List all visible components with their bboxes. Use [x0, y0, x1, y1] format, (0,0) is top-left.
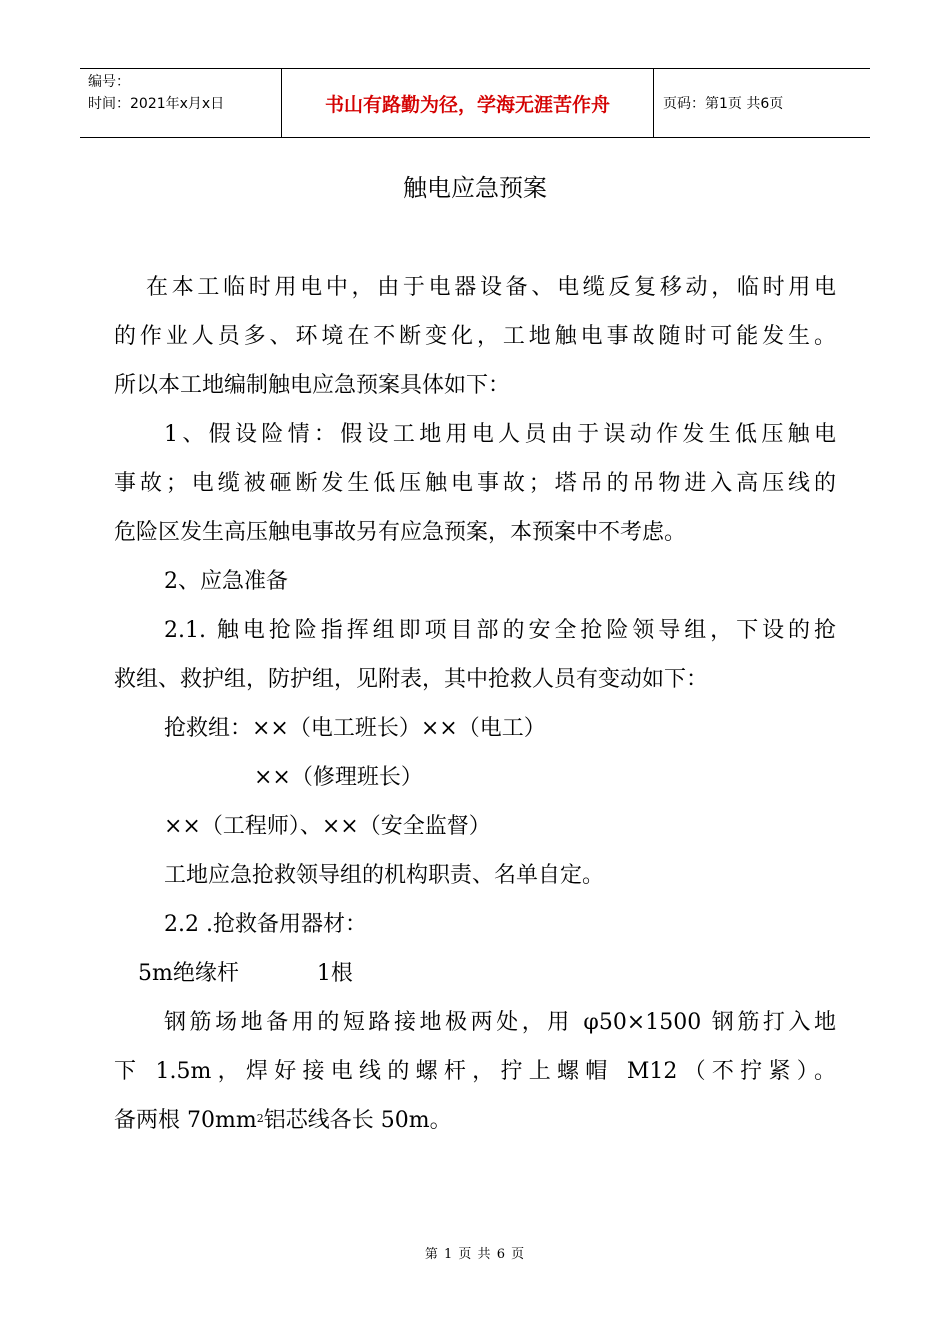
material-qty: 1根 [316, 961, 353, 986]
rescue-team-line: 抢救组：××（电工班长）××（电工） [164, 716, 546, 741]
header-motto: 书山有路勤为径，学海无涯苦作舟 [282, 69, 654, 137]
document-body [114, 263, 836, 1145]
rescue-team-line: ××（修理班长） [254, 765, 423, 790]
page-footer: 第 1 页 共 6 页 [424, 1247, 526, 1262]
material-row [104, 949, 836, 998]
paragraph-line: 救组、救护组，防护组，见附表，其中抢救人员有变动如下： [114, 667, 709, 692]
paragraph-line: 危险区发生高压触电事故另有应急预案，本预案中不考虑。 [114, 520, 687, 545]
paragraph-line: 的作业人员多、环境在不断变化，工地触电事故随时可能发生。 [114, 324, 836, 349]
header-table [80, 68, 870, 138]
paragraph-line: 下 1.5m，焊好接电线的螺杆，拧上螺帽 M12（不拧紧）。 [114, 1059, 836, 1084]
paragraph-line: 在本工临时用电中，由于电器设备、电缆反复移动，临时用电 [146, 275, 836, 300]
superscript: 2 [256, 1112, 264, 1125]
paragraph-line: 工地应急抢救领导组的机构职责、名单自定。 [164, 863, 605, 888]
header-left-cell [80, 69, 282, 137]
paragraph-line [114, 1096, 836, 1145]
paragraph-line: 所以本工地编制触电应急预案具体如下： [114, 373, 511, 398]
section-heading: 2.2 .抢救备用器材： [164, 912, 367, 937]
paragraph-line: 2.1. 触电抢险指挥组即项目部的安全抢险领导组，下设的抢 [164, 618, 836, 643]
rescue-team-line: ××（工程师）、××（安全监督） [164, 814, 491, 839]
paragraph-line: 1、假设险情：假设工地用电人员由于误动作发生低压触电 [164, 422, 836, 447]
text-fragment: 备两根 70mm [114, 1108, 257, 1133]
header-page-info: 页码：第1页 共6页 [663, 96, 784, 112]
time-label: 时间：2021年x月x日 [88, 96, 225, 112]
material-item: 5m绝缘杆 [138, 961, 239, 986]
number-label: 编号： [88, 74, 130, 90]
paragraph-line: 事故；电缆被砸断发生低压触电事故；塔吊的吊物进入高压线的 [114, 471, 836, 496]
section-heading: 2、应急准备 [164, 569, 288, 594]
document-title: 触电应急预案 [403, 174, 547, 202]
text-fragment: 铝芯线各长 50m。 [263, 1108, 452, 1133]
paragraph-line: 钢筋场地备用的短路接地极两处，用 φ50×1500 钢筋打入地 [164, 1010, 836, 1035]
